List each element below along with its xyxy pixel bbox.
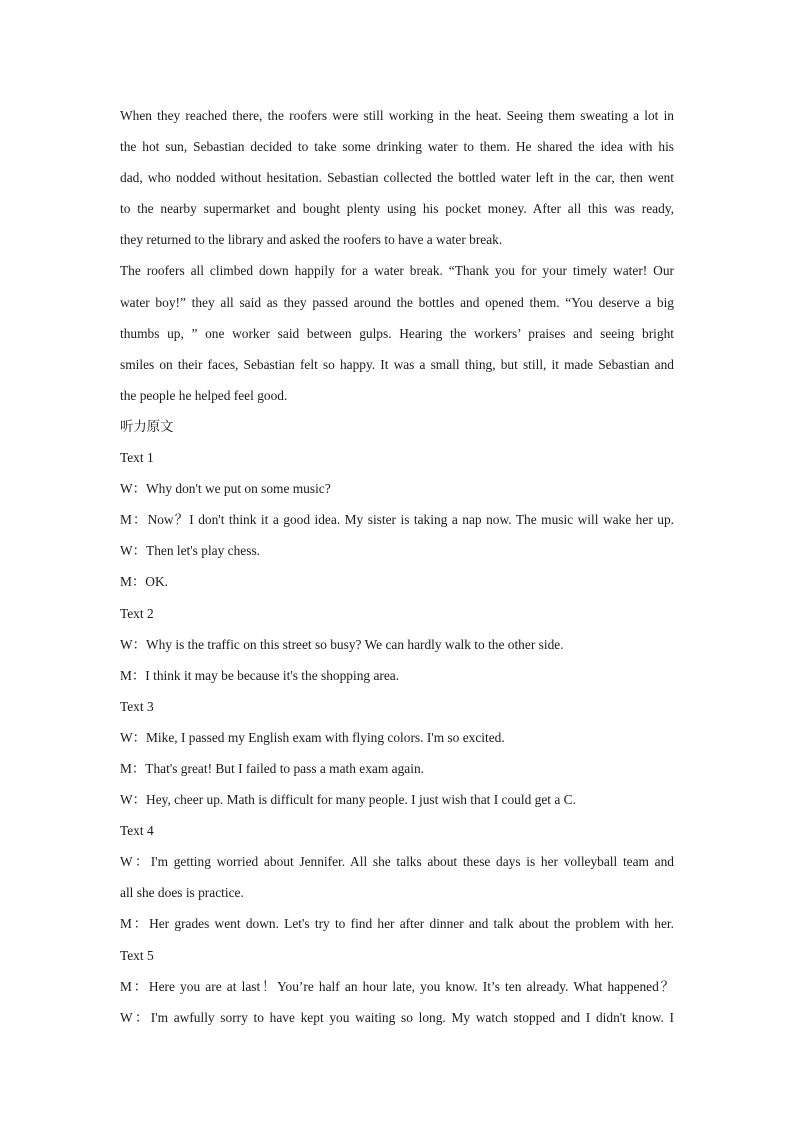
text-title: Text 1 <box>120 450 154 466</box>
listening-text-1 <box>120 442 674 597</box>
dialogue-line: W：Hey, cheer up. Math is difficult for many people. I just wish that I could get a C. <box>120 792 576 808</box>
paragraph-line: dad, who nodded without hesitation. Sebastian collected the bottled water left in the car, then went <box>120 170 674 186</box>
dialogue-line: M：Now？I don't think it a good idea. My sister is taking a nap now. The music will wake her up. <box>120 512 674 528</box>
paragraph-line: they returned to the library and asked the roofers to have a water break. <box>120 232 503 248</box>
paragraph-line: the people he helped feel good. <box>120 387 288 403</box>
dialogue-line: all she does is practice. <box>120 885 244 901</box>
dialogue-line: M：I think it may be because it's the shopping area. <box>120 667 400 683</box>
story-paragraph-2 <box>120 255 674 410</box>
listening-text-2 <box>120 598 674 691</box>
text-title: Text 3 <box>120 698 154 714</box>
dialogue-line: W：I'm getting worried about Jennifer. All she talks about these days is her volleyball team and <box>120 854 674 870</box>
story-paragraph-1 <box>120 100 674 255</box>
listening-text-5 <box>120 940 674 1033</box>
dialogue-line: M：Here you are at last！You’re half an hour late, you know. It’s ten already. What happened？ <box>120 978 674 994</box>
listening-text-4 <box>120 815 674 939</box>
dialogue-line: W：I'm awfully sorry to have kept you waiting so long. My watch stopped and I didn't know. I <box>120 1009 674 1025</box>
text-title: Text 4 <box>120 823 154 839</box>
dialogue-line: M：That's great! But I failed to pass a math exam again. <box>120 760 424 776</box>
dialogue-line: W：Why is the traffic on this street so busy? We can hardly walk to the other side. <box>120 636 564 652</box>
paragraph-line: the hot sun, Sebastian decided to take some drinking water to them. He shared the idea with his <box>120 139 674 155</box>
document-page <box>120 100 674 1033</box>
dialogue-line: W：Then let's play chess. <box>120 543 261 559</box>
paragraph-line: to the nearby supermarket and bought plenty using his pocket money. After all this was ready, <box>120 201 674 217</box>
paragraph-line: thumbs up, ” one worker said between gulps. Hearing the workers’ praises and seeing bright <box>120 325 674 341</box>
paragraph-line: When they reached there, the roofers were still working in the heat. Seeing them sweating a lot in <box>120 108 674 123</box>
listening-script-heading: 听力原文 <box>120 418 174 434</box>
paragraph-line: water boy!” they all said as they passed around the bottles and opened them. “You deserve a big <box>120 294 674 310</box>
dialogue-line: W：Why don't we put on some music? <box>120 481 331 497</box>
text-title: Text 5 <box>120 947 154 963</box>
dialogue-line: W：Mike, I passed my English exam with flying colors. I'm so excited. <box>120 729 505 745</box>
paragraph-line: smiles on their faces, Sebastian felt so happy. It was a small thing, but still, it made Sebastian and <box>120 356 674 372</box>
dialogue-line: M：OK. <box>120 574 168 590</box>
text-title: Text 2 <box>120 605 154 621</box>
listening-text-3 <box>120 691 674 815</box>
paragraph-line: The roofers all climbed down happily for a water break. “Thank you for your timely water! Our <box>120 263 674 279</box>
dialogue-line: M：Her grades went down. Let's try to find her after dinner and talk about the problem with her. <box>120 916 674 932</box>
